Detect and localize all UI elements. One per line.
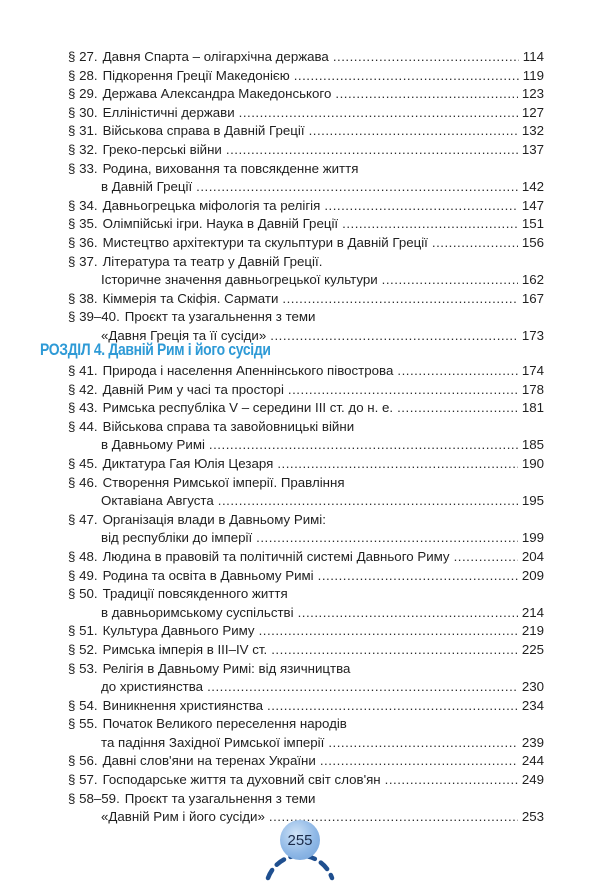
toc-page-number: 239 xyxy=(521,734,544,750)
toc-number: § 39–40. xyxy=(68,309,120,325)
toc-entry xyxy=(68,253,544,290)
toc-leader-dots xyxy=(309,122,518,141)
toc-line xyxy=(68,678,544,697)
toc-number: § 48. xyxy=(68,548,98,564)
toc-leader-dots xyxy=(333,48,519,67)
toc-entry xyxy=(68,752,544,771)
toc-page-number: 204 xyxy=(521,548,544,564)
toc-leader-dots xyxy=(382,271,518,290)
toc-number: § 46. xyxy=(68,474,98,490)
toc-page-number: 230 xyxy=(521,679,544,695)
toc-number: § 30. xyxy=(68,104,98,120)
toc-title: Давнiй Рим у часi та просторi xyxy=(102,381,284,397)
toc-leader-dots xyxy=(298,604,518,623)
toc-leader-dots xyxy=(218,492,518,511)
toc-entry xyxy=(68,215,544,234)
toc-number: § 50. xyxy=(68,586,98,602)
toc-entry xyxy=(68,622,544,641)
toc-title: Римська республiка V – середини III ст. до н. е. xyxy=(102,400,394,416)
toc-entry xyxy=(68,362,544,381)
toc-title: Людина в правовiй та полiтичнiй системi Давнього Риму xyxy=(102,548,450,564)
toc-entry xyxy=(68,104,544,123)
toc-leader-dots xyxy=(256,529,518,548)
toc-title: Олiмпiйськi iгри. Наука в Давнiй Грецiї xyxy=(102,216,339,232)
toc-line xyxy=(68,715,544,734)
toc-list-bottom xyxy=(68,362,544,827)
toc-leader-dots xyxy=(432,234,518,253)
toc-line xyxy=(68,604,544,623)
toc-entry xyxy=(68,715,544,752)
toc-page-number: 185 xyxy=(521,437,544,453)
toc-line xyxy=(68,85,544,104)
toc-title: Вiйськова справа та завойовницькi вiйни xyxy=(102,418,355,434)
toc-title: Давньогрецька мiфологiя та релiгiя xyxy=(102,197,321,213)
toc-line xyxy=(68,215,544,234)
toc-page-number: 209 xyxy=(521,567,544,583)
toc-line xyxy=(68,660,544,679)
toc-entry xyxy=(68,697,544,716)
toc-number: § 53. xyxy=(68,660,98,676)
toc-page-number: 199 xyxy=(521,530,544,546)
toc-number: § 36. xyxy=(68,234,98,250)
page-number-badge xyxy=(262,820,338,889)
toc-title: Вiйськова справа в Давнiй Грецiї xyxy=(102,123,305,139)
toc-number: § 38. xyxy=(68,290,98,306)
toc-title: Держава Александра Македонського xyxy=(102,86,332,102)
toc-leader-dots xyxy=(196,178,518,197)
toc-leader-dots xyxy=(277,455,518,474)
toc-list-top xyxy=(68,48,544,346)
toc-line xyxy=(68,567,544,586)
toc-page-number: 132 xyxy=(521,123,544,139)
toc-leader-dots xyxy=(397,362,517,381)
toc-entry xyxy=(68,418,544,455)
toc-page-number: 249 xyxy=(521,772,544,788)
toc-page-number: 244 xyxy=(521,753,544,769)
toc-entry xyxy=(68,567,544,586)
toc-title: Природа i населення Апеннiнського пiвострова xyxy=(102,363,394,378)
toc-number: § 55. xyxy=(68,716,98,732)
toc-number: § 28. xyxy=(68,67,98,83)
toc-number: § 27. xyxy=(68,49,98,64)
toc-title: в Давньому Римi xyxy=(101,437,205,453)
toc-page-number: 225 xyxy=(521,641,544,657)
toc-line xyxy=(68,511,544,530)
toc-title: «Давня Грецiя та її сусiди» xyxy=(101,327,267,343)
toc-line xyxy=(68,585,544,604)
toc-leader-dots xyxy=(270,327,518,346)
toc-leader-dots xyxy=(282,290,517,309)
toc-line xyxy=(68,253,544,272)
toc-line xyxy=(68,178,544,197)
toc-leader-dots xyxy=(294,67,519,86)
toc-page-number: 137 xyxy=(521,141,544,157)
toc-line xyxy=(68,234,544,253)
toc-line xyxy=(68,67,544,86)
toc-page-number: 181 xyxy=(521,400,544,416)
toc-title: Родина, виховання та повсякденне життя xyxy=(102,160,359,176)
toc-title: Греко-перськi вiйни xyxy=(102,141,222,157)
toc-line xyxy=(68,641,544,660)
toc-number: § 47. xyxy=(68,511,98,527)
toc-title: Створення Римської iмперiї. Правлiння xyxy=(102,474,345,490)
toc-line xyxy=(68,122,544,141)
toc-line xyxy=(68,771,544,790)
toc-line xyxy=(68,548,544,567)
toc-number: § 32. xyxy=(68,141,98,157)
toc-title: Давнi слов'яни на теренах України xyxy=(102,753,316,769)
toc-title: в давньоримському суспiльствi xyxy=(101,604,294,620)
toc-line xyxy=(68,529,544,548)
toc-title: Еллiнiстичнi держави xyxy=(102,104,235,120)
toc-line xyxy=(68,474,544,493)
toc-number: § 42. xyxy=(68,381,98,397)
toc-line xyxy=(68,418,544,437)
toc-title: Початок Великого переселення народiв xyxy=(102,716,347,732)
toc-page-number: 147 xyxy=(521,197,544,213)
toc-page-number: 173 xyxy=(521,327,544,343)
toc-leader-dots xyxy=(209,436,518,455)
toc-page-number: 214 xyxy=(521,604,544,620)
toc-page-number: 178 xyxy=(521,381,544,397)
toc-number: § 34. xyxy=(68,197,98,213)
toc-line xyxy=(68,455,544,474)
toc-line xyxy=(68,362,544,381)
toc-leader-dots xyxy=(385,771,518,790)
toc-title: Проєкт та узагальнення з теми xyxy=(124,790,316,806)
toc-title: вiд республiки до iмперiї xyxy=(101,530,253,546)
toc-entry xyxy=(68,399,544,418)
toc-title: до християнства xyxy=(101,679,204,695)
toc-line xyxy=(68,271,544,290)
toc-title: Кiммерiя та Скiфiя. Сармати xyxy=(102,290,279,306)
toc-leader-dots xyxy=(454,548,518,567)
toc-number: § 37. xyxy=(68,253,98,269)
toc-leader-dots xyxy=(271,641,518,660)
toc-entry xyxy=(68,660,544,697)
toc-leader-dots xyxy=(397,399,518,418)
toc-entry xyxy=(68,122,544,141)
toc-page-number: 190 xyxy=(521,455,544,471)
toc-entry xyxy=(68,197,544,216)
toc-title: Підкорення Греції Македонією xyxy=(102,67,290,83)
toc-line xyxy=(68,197,544,216)
page-number: 255 xyxy=(280,820,320,860)
toc-line xyxy=(68,308,544,327)
toc-entry xyxy=(68,381,544,400)
toc-line xyxy=(68,381,544,400)
toc-page-number: 123 xyxy=(521,86,544,102)
toc-title: Органiзацiя влади в Давньому Римi: xyxy=(102,511,326,527)
toc-entry xyxy=(68,160,544,197)
toc-entry xyxy=(68,511,544,548)
toc-page-number: 195 xyxy=(521,493,544,509)
toc-leader-dots xyxy=(342,215,518,234)
toc-line xyxy=(68,48,544,67)
section-heading: РОЗДIЛ 4. Давнiй Рим i його сусiди xyxy=(40,340,271,359)
toc-number: § 54. xyxy=(68,697,98,713)
toc-leader-dots xyxy=(324,197,517,216)
toc-title: Родина та освiта в Давньому Римi xyxy=(102,567,314,583)
toc-line xyxy=(68,160,544,179)
toc-leader-dots xyxy=(259,622,518,641)
toc-title: Традицiї повсякденного життя xyxy=(102,586,288,602)
toc-entry xyxy=(68,641,544,660)
toc-number: § 31. xyxy=(68,123,98,139)
toc-leader-dots xyxy=(320,752,518,771)
toc-line xyxy=(68,436,544,455)
toc-number: § 57. xyxy=(68,772,98,788)
toc-line xyxy=(68,290,544,309)
toc-number: § 44. xyxy=(68,418,98,434)
toc-number: § 41. xyxy=(68,363,98,378)
toc-page-number: 162 xyxy=(521,272,544,288)
toc-number: § 56. xyxy=(68,753,98,769)
toc-title: «Давнiй Рим i його сусiди» xyxy=(101,809,265,825)
toc-number: § 35. xyxy=(68,216,98,232)
toc-title: Господарське життя та духовний свiт слов'ян xyxy=(102,772,381,788)
toc-number: § 33. xyxy=(68,160,98,176)
toc-line xyxy=(68,622,544,641)
toc-leader-dots xyxy=(267,697,518,716)
toc-title: Мистецтво архiтектури та скульптури в Давнiй Грецiї xyxy=(102,234,428,250)
toc-title: та падiння Захiдної Римської iмперiї xyxy=(101,734,325,750)
toc-leader-dots xyxy=(207,678,518,697)
toc-page-number: 142 xyxy=(521,179,544,195)
toc-entry xyxy=(68,48,544,67)
toc-leader-dots xyxy=(318,567,518,586)
toc-page-number: 167 xyxy=(521,290,544,306)
toc-entry xyxy=(68,85,544,104)
toc-entry xyxy=(68,67,544,86)
toc-line xyxy=(68,141,544,160)
toc-leader-dots xyxy=(335,85,517,104)
toc-page-number: 174 xyxy=(521,363,544,378)
toc-page-number: 219 xyxy=(521,623,544,639)
toc-number: § 45. xyxy=(68,455,98,471)
toc-leader-dots xyxy=(226,141,518,160)
toc-title: Диктатура Гая Юлiя Цезаря xyxy=(102,455,274,471)
toc-entry xyxy=(68,141,544,160)
toc-line xyxy=(68,104,544,123)
toc-entry xyxy=(68,455,544,474)
toc-page-number: 253 xyxy=(521,809,544,825)
toc-title: в Давнiй Грецiї xyxy=(101,179,193,195)
toc-number: § 52. xyxy=(68,641,98,657)
toc-title: Римська iмперiя в III–IV ст. xyxy=(102,641,268,657)
toc-line xyxy=(68,492,544,511)
toc-page-number: 114 xyxy=(522,49,544,64)
toc-title: Октавiана Августа xyxy=(101,493,214,509)
toc-entry xyxy=(68,585,544,622)
toc-line xyxy=(68,697,544,716)
toc-entry xyxy=(68,474,544,511)
toc-page-number: 151 xyxy=(521,216,544,232)
toc-number: § 29. xyxy=(68,86,98,102)
toc-title: Культура Давнього Риму xyxy=(102,623,255,639)
toc-number: § 49. xyxy=(68,567,98,583)
toc-leader-dots xyxy=(288,381,518,400)
toc-entry xyxy=(68,290,544,309)
toc-line xyxy=(68,399,544,418)
toc-title: Давня Спарта – олігархічна держава xyxy=(102,49,329,64)
toc-title: Проєкт та узагальнення з теми xyxy=(124,309,316,325)
toc-title: Iсторичне значення давньогрецької культури xyxy=(101,272,378,288)
toc-title: Релiгiя в Давньому Римi: вiд язичництва xyxy=(102,660,351,676)
toc-line xyxy=(68,752,544,771)
toc-entry xyxy=(68,548,544,567)
toc-number: § 43. xyxy=(68,400,98,416)
toc-page-number: 156 xyxy=(521,234,544,250)
toc-entry xyxy=(68,771,544,790)
toc-leader-dots xyxy=(328,734,517,753)
toc-line xyxy=(68,790,544,809)
toc-entry xyxy=(68,234,544,253)
toc-title: Лiтература та театр у Давнiй Грецiї. xyxy=(102,253,323,269)
toc-line xyxy=(68,734,544,753)
toc-leader-dots xyxy=(239,104,518,123)
toc-page-number: 119 xyxy=(522,67,544,83)
toc-number: § 58–59. xyxy=(68,790,120,806)
toc-number: § 51. xyxy=(68,623,98,639)
toc-page-number: 127 xyxy=(521,104,544,120)
toc-title: Виникнення християнства xyxy=(102,697,264,713)
toc-page-number: 234 xyxy=(521,697,544,713)
